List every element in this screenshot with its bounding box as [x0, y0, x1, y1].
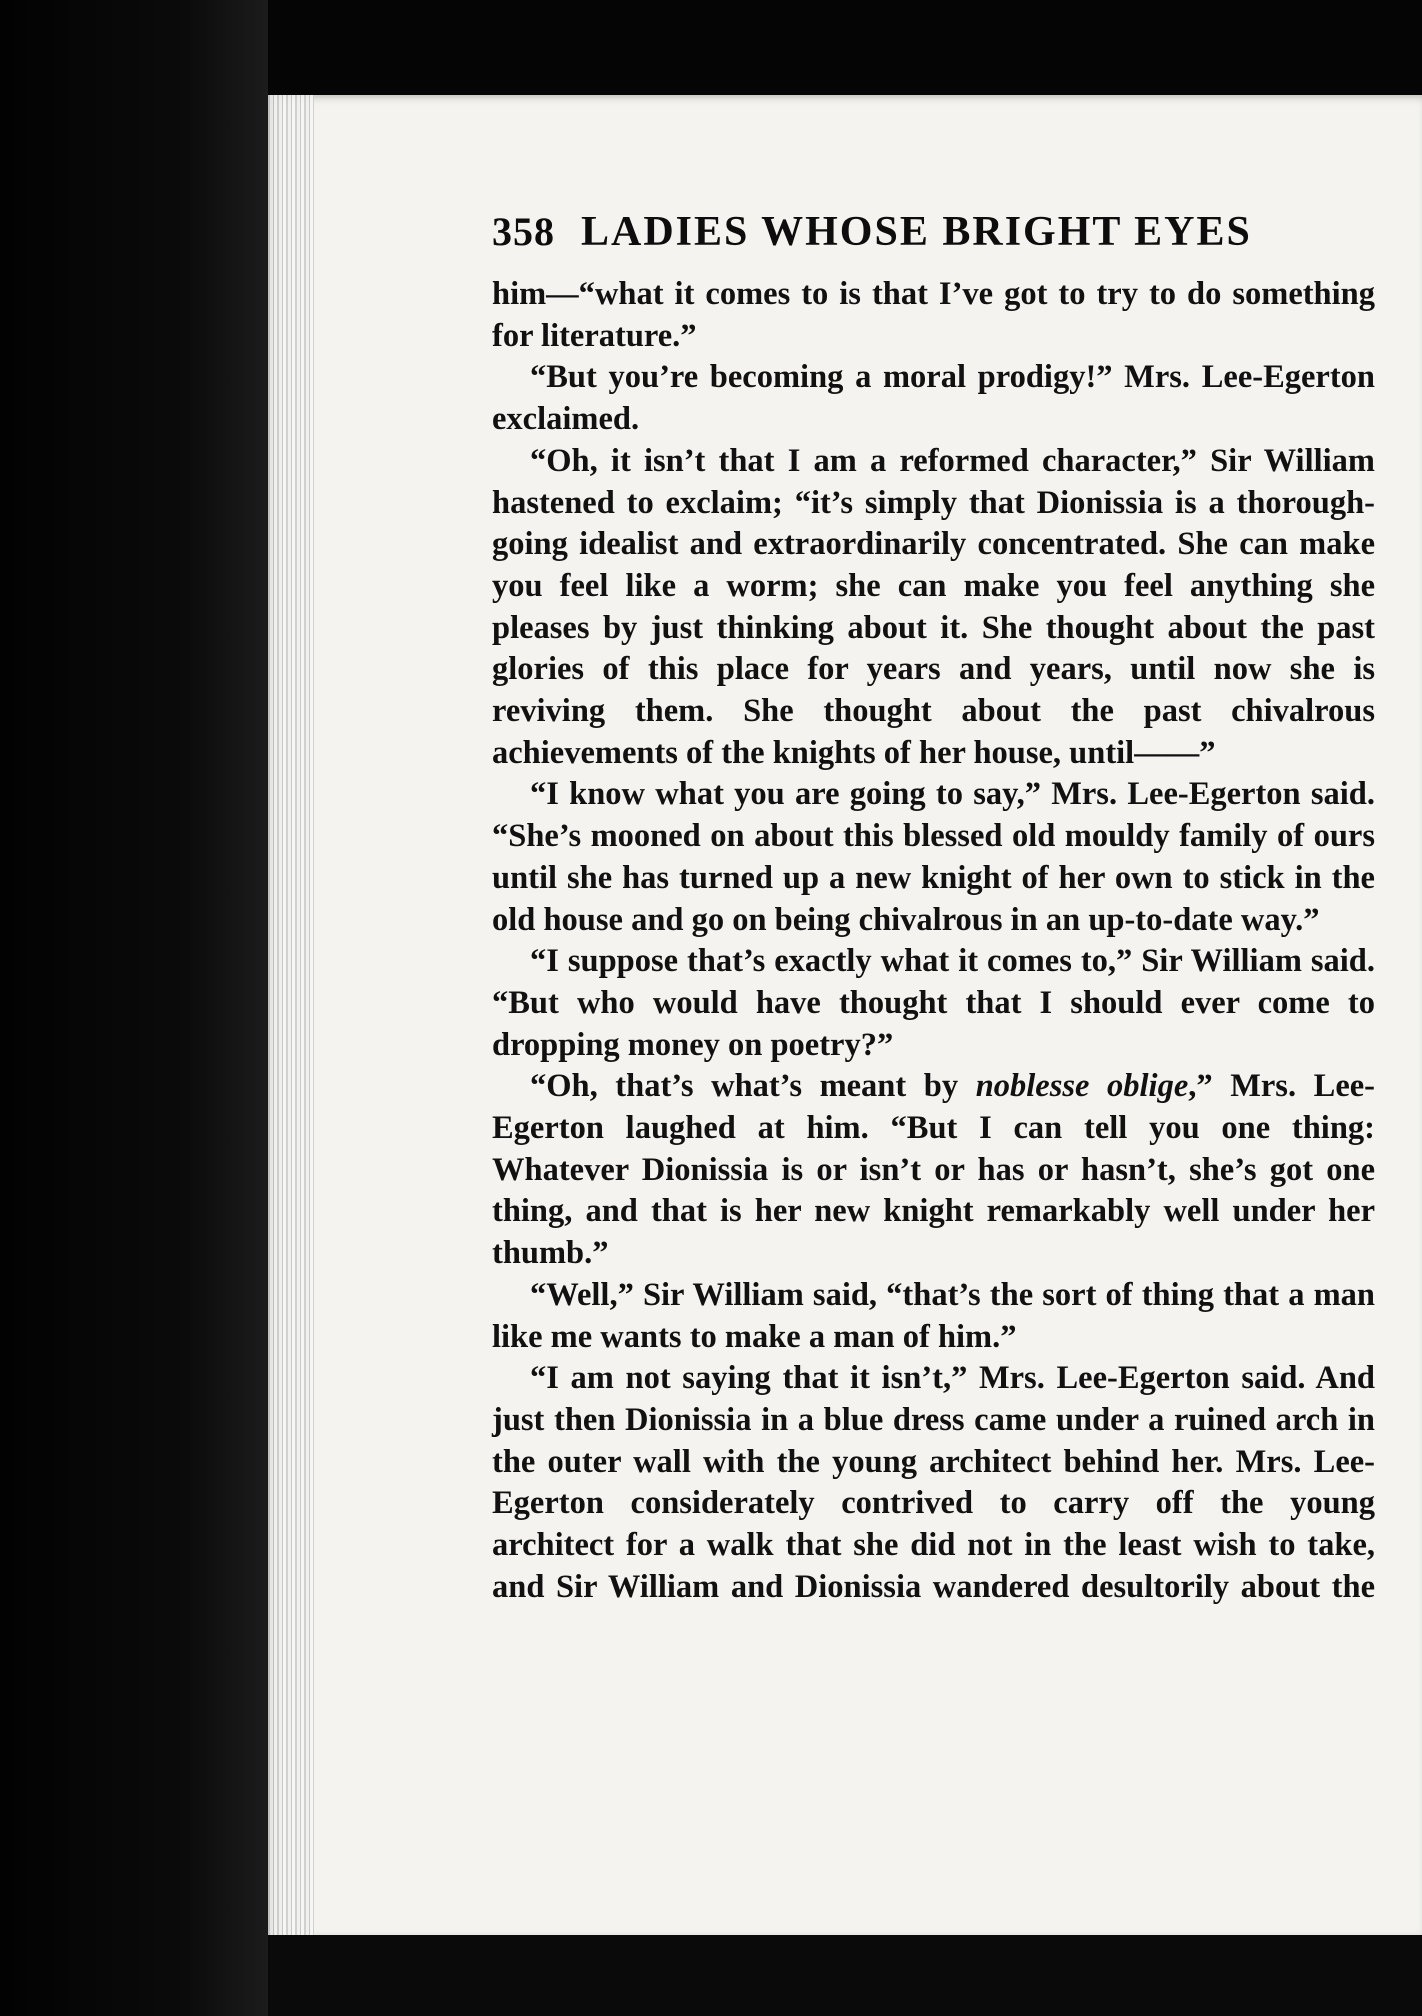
paragraph: “I know what you are going to say,” Mrs. Lee-Egerton said. “She’s mooned on about this blessed old mouldy family of ours until she has turned up a new knight of her own to stick in the old house and go on being chivalrous in an up-to-date way.” [492, 776, 1375, 938]
paragraph-text: ,” Mrs. Lee-Egerton laughed at him. “But I can tell you one thing: Whatever Dionissia is or isn’t or has or hasn’t, she’s got one thing, and that is her new knight remarkably well under her thumb.” [492, 1068, 1375, 1272]
paragraph-continuation: him—“what it comes to is that I’ve got to try to do something for literature.” [492, 276, 1375, 354]
paragraph: “Well,” Sir William said, “that’s the sort of thing that a man like me wants to make a man of him.” [492, 1276, 1375, 1355]
page-number: 358 [492, 209, 555, 254]
page-text-block [492, 208, 1375, 1609]
italic-phrase: noblesse oblige [975, 1068, 1189, 1105]
scan-bottom-edge [268, 1935, 1422, 2016]
running-title: LADIES WHOSE BRIGHT EYES [581, 209, 1252, 255]
paragraph-text: “Oh, that’s what’s meant by [530, 1068, 976, 1105]
paragraph [492, 1066, 1375, 1275]
running-header [492, 208, 1375, 268]
page-binding-edge [268, 95, 314, 1940]
paragraph: “Oh, it isn’t that I am a reformed character,” Sir William hastened to exclaim; “it’s simply that Dionissia is a thorough-going idealist and extraordinarily concentrated. She can make you feel like a worm; she can make you feel anything she pleases by just thinking about it. She thought about the past glories of this place for years and years, until now she is reviving them. She thought about the past chivalrous achievements of the knights of her house, until——” [492, 442, 1375, 771]
paragraph: “I am not saying that it isn’t,” Mrs. Lee-Egerton said. And just then Dionissia in a blue dress came under a ruined arch in the outer wall with the young architect behind her. Mrs. Lee-Egerton considerately contrived to carry off the young architect for a walk that she did not in the least wish to take, and Sir William and Dionissia wandered desultorily about the [492, 1360, 1375, 1605]
paragraph: “But you’re becoming a moral prodigy!” Mrs. Lee-Egerton exclaimed. [492, 359, 1375, 438]
paragraph: “I suppose that’s exactly what it comes to,” Sir William said. “But who would have thought that I should ever come to dropping money on poetry?” [492, 943, 1375, 1063]
scan-background [0, 0, 268, 2016]
